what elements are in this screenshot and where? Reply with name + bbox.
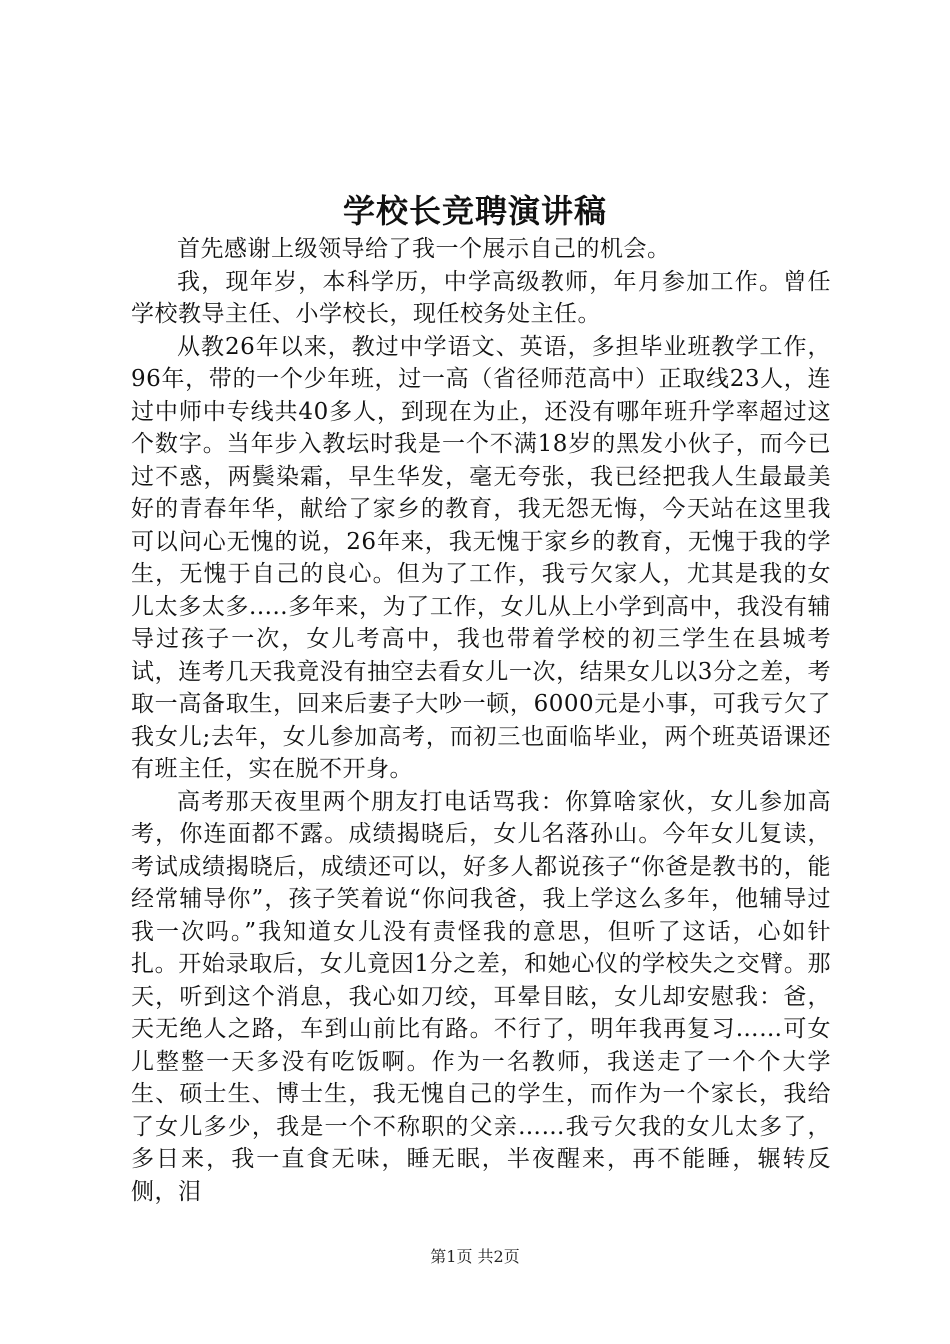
document-body (131, 233, 831, 1208)
paragraph: 高考那天夜里两个朋友打电话骂我：你算啥家伙，女儿参加高考，你连面都不露。成绩揭晓后，女儿名落孙山。今年女儿复读，考试成绩揭晓后，成绩还可以，好多人都说孩子“你爸是教书的，能经常辅导你”，孩子笑着说“你问我爸，我上学这么多年，他辅导过我一次吗。”我知道女儿没有责怪我的意思，但听了这话，心如针扎。开始录取后，女儿竟因1分之差，和她心仪的学校失之交臂。那天，听到这个消息，我心如刀绞，耳晕目眩，女儿却安慰我：爸，天无绝人之路，车到山前比有路。不行了，明年我再复习……可女儿整整一天多没有吃饭啊。作为一名教师，我送走了一个个大学生、硕士生、博士生，我无愧自己的学生，而作为一个家长，我给了女儿多少，我是一个不称职的父亲……我亏欠我的女儿太多了，多日来，我一直食无味，睡无眠，半夜醒来，再不能睡，辗转反侧，泪 (131, 788, 831, 1205)
paragraph: 首先感谢上级领导给了我一个展示自己的机会。 (177, 236, 671, 262)
paragraph: 从教26年以来，教过中学语文、英语，多担毕业班教学工作，96年，带的一个少年班，过一高（省径师范高中）正取线23人，连过中师中专线共40多人，到现在为止，还没有哪年班升学率超过这个数字。当年步入教坛时我是一个不满18岁的黑发小伙子，而今已过不惑，两鬓染霜，早生华发，毫无夸张，我已经把我人生最最美好的青春年华，献给了家乡的教育，我无怨无悔，今天站在这里我可以问心无愧的说，26年来，我无愧于家乡的教育，无愧于我的学生，无愧于自己的良心。但为了工作，我亏欠家人，尤其是我的女儿太多太多.....多年来，为了工作，女儿从上小学到高中，我没有辅导过孩子一次，女儿考高中，我也带着学校的初三学生在县城考试，连考几天我竟没有抽空去看女儿一次，结果女儿以3分之差，考取一高备取生，回来后妻子大吵一顿，6000元是小事，可我亏欠了我女儿;去年，女儿参加高考，而初三也面临毕业，两个班英语课还有班主任，实在脱不开身。 (131, 333, 831, 782)
paragraph: 我，现年岁，本科学历，中学高级教师，年月参加工作。曾任学校教导主任、小学校长，现任校务处主任。 (131, 268, 831, 327)
document-title: 学校长竞聘演讲稿 (342, 192, 607, 230)
page-footer: 第1页 共2页 (430, 1247, 520, 1266)
